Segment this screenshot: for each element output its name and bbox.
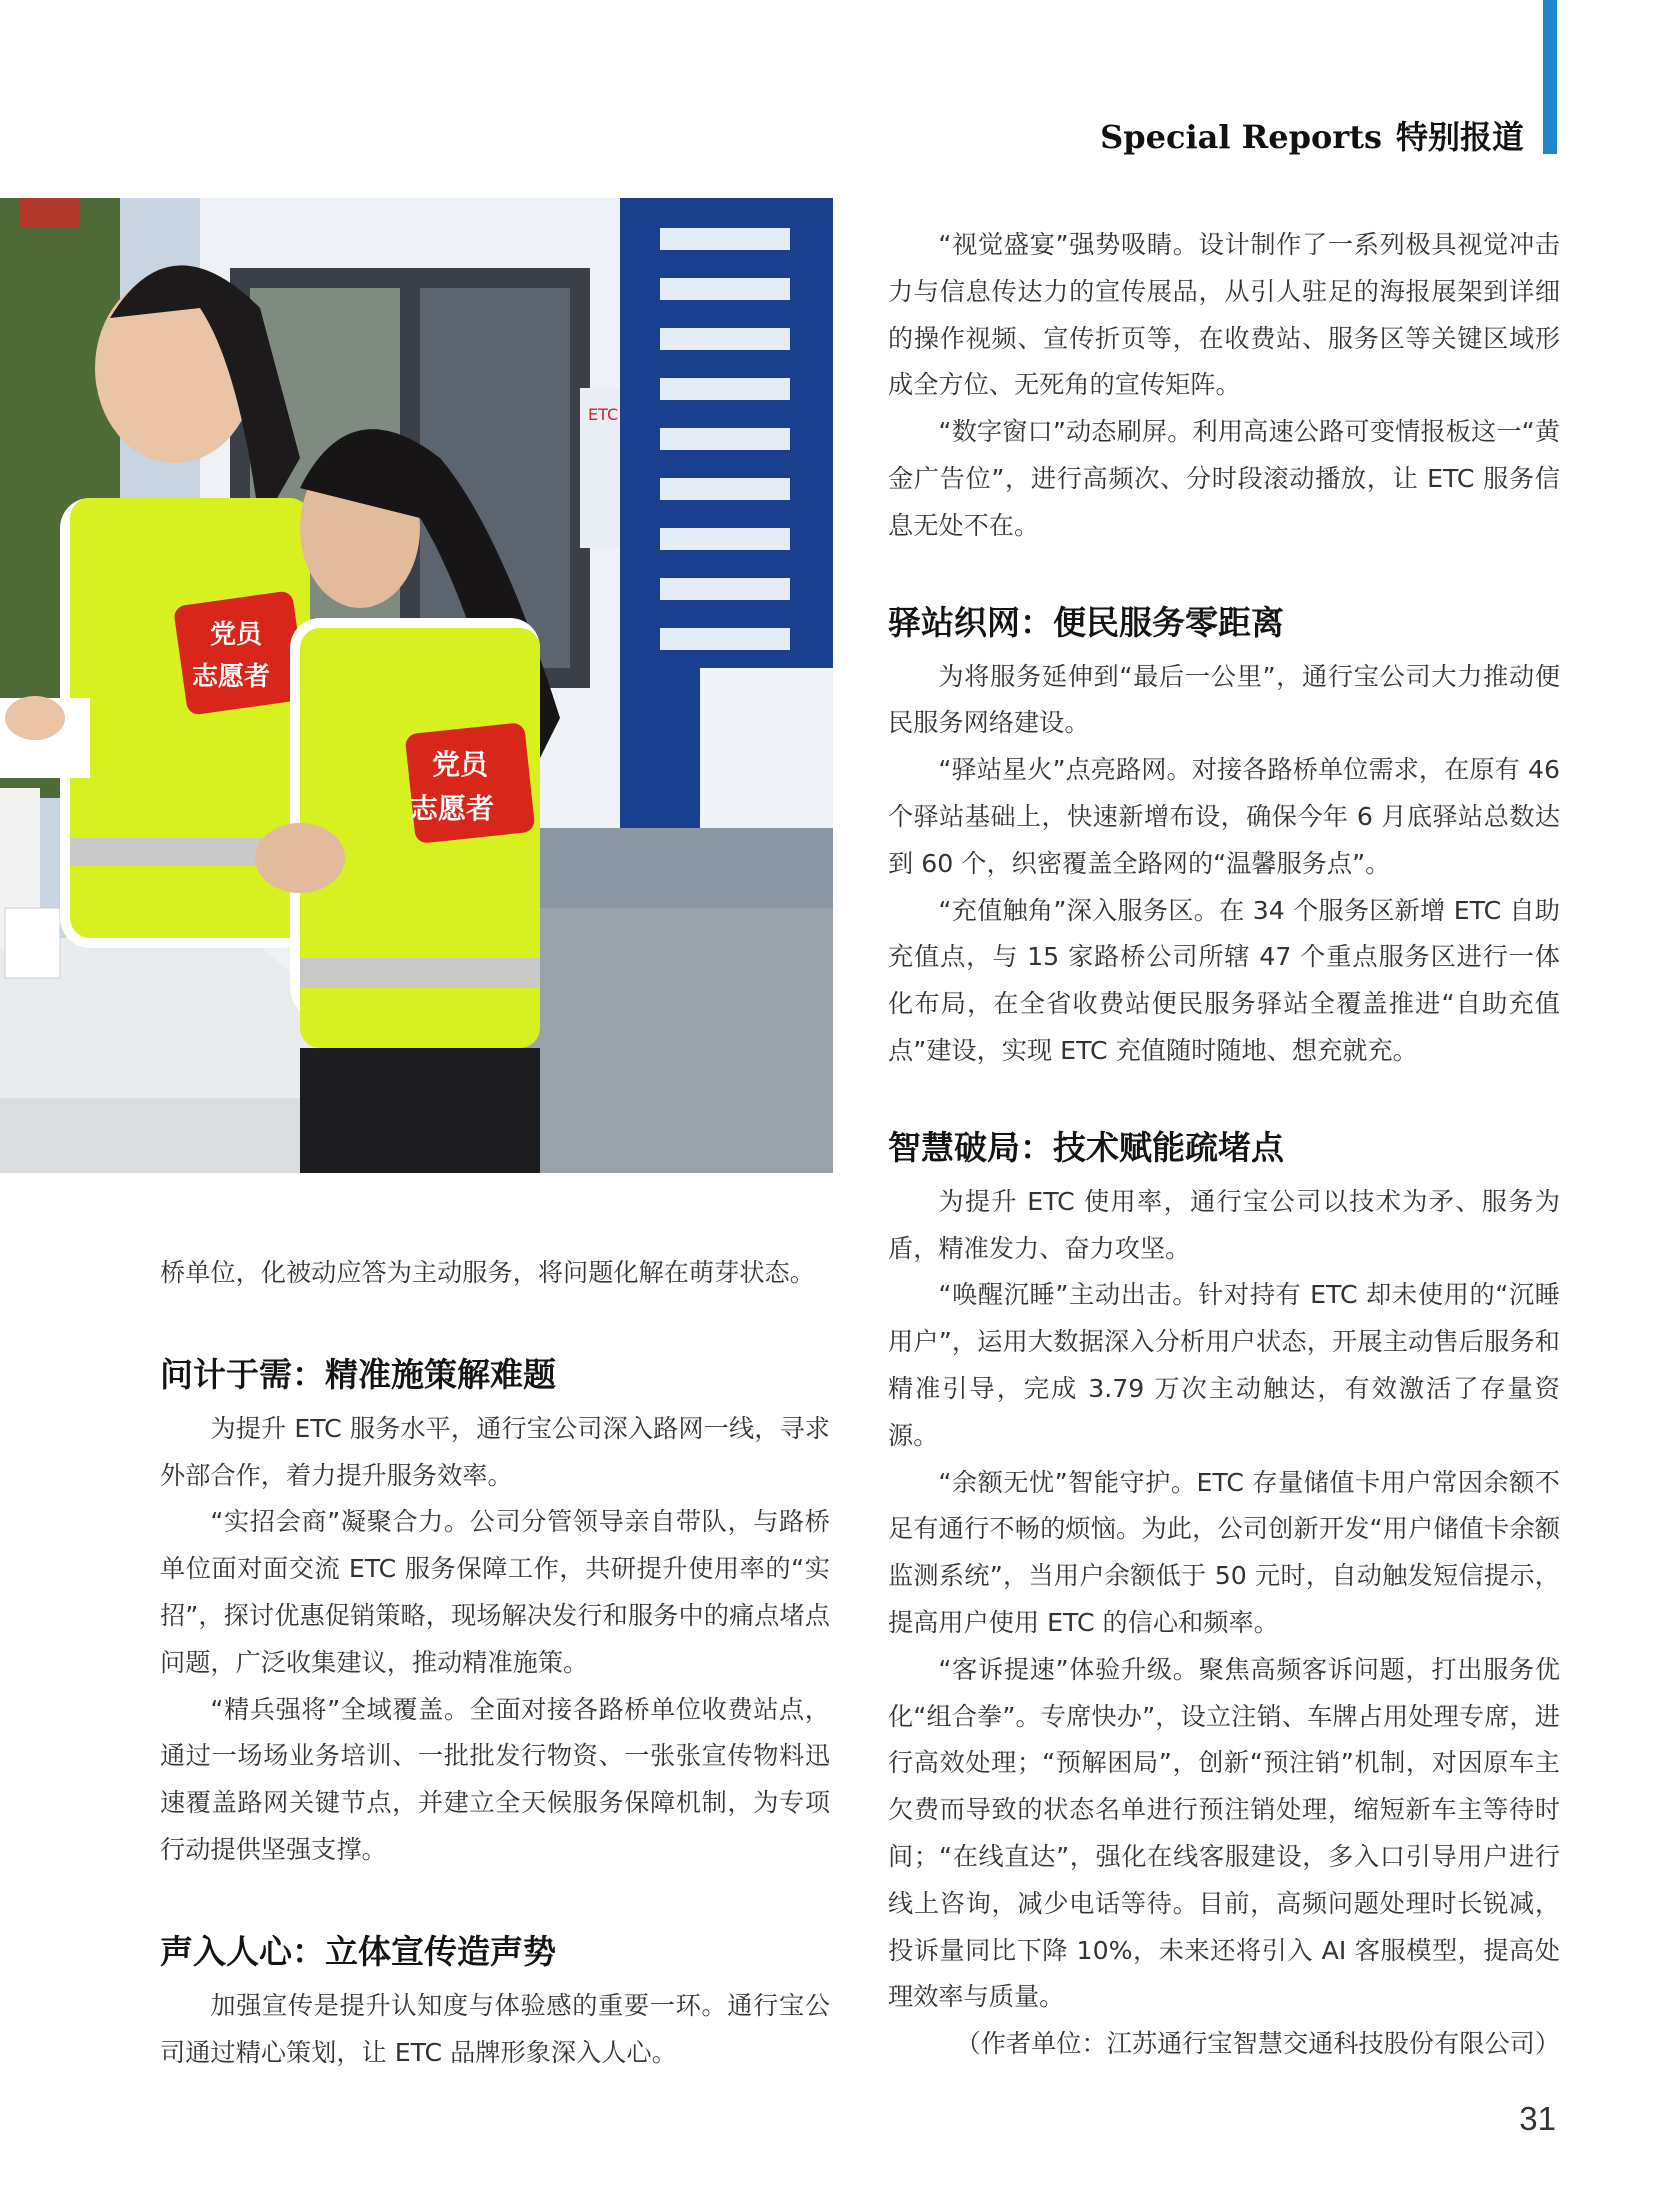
paragraph: “充值触角”深入服务区。在 34 个服务区新增 ETC 自助充值点，与 15 家路桥公司所辖 47 个重点服务区进行一体化布局，在全省收费站便民服务驿站全覆盖推进“自助充值点”建设，实现 ETC 充值随时随地、想充就充。 [888,895,1560,1065]
armband-1-line2: 志愿者 [192,662,271,692]
paragraph: “精兵强将”全域覆盖。全面对接各路桥单位收费站点，通过一场场业务培训、一批批发行物资、一张张宣传物料迅速覆盖路网关键节点，并建立全天候服务保障机制，为专项行动提供坚强支撑。 [160,1694,830,1864]
paragraph: “视觉盛宴”强势吸睛。设计制作了一系列极具视觉冲击力与信息传达力的宣传展品，从引人驻足的海报展架到详细的操作视频、宣传折页等，在收费站、服务区等关键区域形成全方位、无死角的宣传矩阵。 [888,230,1560,400]
accent-bar [1543,0,1557,154]
heading-publicity: 声入人心：立体宣传造声势 [160,1931,556,1971]
paragraph: “驿站星火”点亮路网。对接各路桥单位需求，在原有 46 个驿站基础上，快速新增布设，确保今年 6 月底驿站总数达到 60 个，织密覆盖全路网的“温馨服务点”。 [888,755,1560,878]
left-column [160,1250,830,2076]
armband-2-line2: 志愿者 [410,792,495,825]
paragraph: “实招会商”凝聚合力。公司分管领导亲自带队，与路桥单位面对面交流 ETC 服务保障工作，共研提升使用率的“实招”，探讨优惠促销策略，现场解决发行和服务中的痛点堵点问题，广泛收集建议，推动精准施策。 [160,1507,830,1677]
heading-needs: 问计于需：精准施策解难题 [160,1354,556,1394]
paragraph: “数字窗口”动态刷屏。利用高速公路可变情报板这一“黄金广告位”，进行高频次、分时段滚动播放，让 ETC 服务信息无处不在。 [888,417,1560,540]
section-header [1100,112,1524,158]
booth-sign: ETC [588,405,619,424]
paragraph: 为提升 ETC 服务水平，通行宝公司深入路网一线，寻求外部合作，着力提升服务效率。 [160,1413,830,1490]
continued-paragraph: 桥单位，化被动应答为主动服务，将问题化解在萌芽状态。 [160,1258,815,1287]
paragraph: “客诉提速”体验升级。聚焦高频客诉问题，打出服务优化“组合拳”。专席快办”，设立注销、车牌占用处理专席，进行高效处理；“预解困局”，创新“预注销”机制，对因原车主欠费而导致的状态名单进行预注销处理，缩短新车主等待时间；“在线直达”，强化在线客服建设，多入口引导用户进行线上咨询，减少电话等待。目前，高频问题处理时长锐减，投诉量同比下降 10%，未来还将引入 AI 客服模型，提高处理效率与质量。 [888,1654,1560,2012]
section-header-cn: 特别报道 [1395,118,1524,156]
heading-stations: 驿站织网：便民服务零距离 [888,602,1284,642]
author-affiliation: （作者单位：江苏通行宝智慧交通科技股份有限公司） [955,2029,1560,2059]
page-number: 31 [1519,2100,1556,2137]
section-header-en: Special Reports [1100,118,1382,156]
paragraph: 为将服务延伸到“最后一公里”，通行宝公司大力推动便民服务网络建设。 [888,661,1560,738]
armband-1-line1: 党员 [210,620,263,650]
paragraph: 加强宣传是提升认知度与体验感的重要一环。通行宝公司通过精心策划，让 ETC 品牌形象深入人心。 [160,1990,830,2067]
volunteer-photo [0,198,833,1173]
armband-2-line1: 党员 [432,748,489,781]
paragraph: “唤醒沉睡”主动出击。针对持有 ETC 却未使用的“沉睡用户”，运用大数据深入分析用户状态，开展主动售后服务和精准引导，完成 3.79 万次主动触达，有效激活了存量资源。 [888,1280,1560,1450]
heading-tech: 智慧破局：技术赋能疏堵点 [888,1127,1284,1167]
paragraph: “余额无忧”智能守护。ETC 存量储值卡用户常因余额不足有通行不畅的烦恼。为此，公司创新开发“用户储值卡余额监测系统”，当用户余额低于 50 元时，自动触发短信提示，提高用户使用 ETC 的信心和频率。 [888,1467,1560,1637]
right-column [888,222,1560,2068]
paragraph: 为提升 ETC 使用率，通行宝公司以技术为矛、服务为盾，精准发力、奋力攻坚。 [888,1186,1560,1263]
